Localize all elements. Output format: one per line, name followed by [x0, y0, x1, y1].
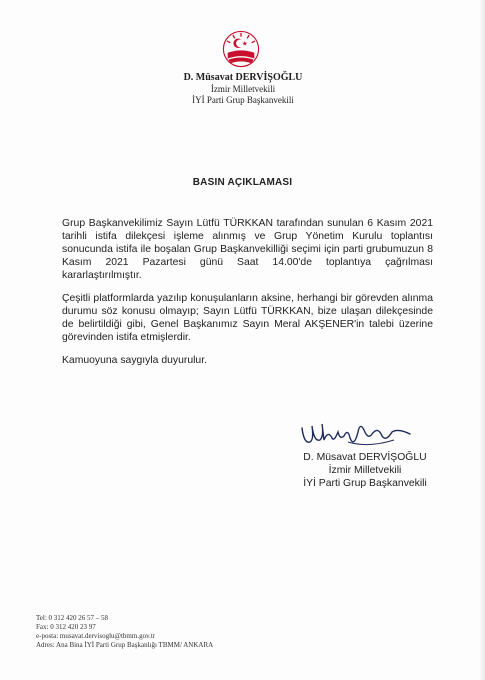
body-paragraph: Çeşitli platformlarda yazılıp konuşulanların aksine, herhangi bir görevden alınma durumu söz konusu olmayıp; Sayın Lütfü TÜRKKAN, bize ulaşan dilekçesinde de belirtildiği gibi, Genel Başkanımız Sayın Meral AKŞENER'in talebi üzerine görevinden istifa etmişlerdir. [62, 293, 433, 343]
contact-footer [36, 614, 396, 650]
signatory-title: İzmir Milletvekili [328, 465, 402, 476]
document-body [62, 217, 433, 377]
letterhead [120, 72, 366, 106]
footer-email: e-posta: musavat.dervisoglu@tbmm.gov.tr [36, 632, 156, 640]
footer-phone: Tel: 0 312 420 26 57 – 58 [36, 614, 109, 622]
letterhead-title: İzmir Milletvekili [210, 84, 276, 94]
footer-fax: Fax: 0 312 420 23 97 [36, 623, 96, 631]
signatory-name: D. Müsavat DERVİŞOĞLU [303, 452, 427, 463]
body-paragraph: Grup Başkanvekilimiz Sayın Lütfü TÜRKKAN tarafından sunulan 6 Kasım 2021 tarihli istifa dilekçesi işleme alınmış ve Grup Yönetim Kurulu toplantısı sonucunda istifa ile boşalan Grup Başkanvekilliği seçimi için parti grubumuzun 8 Kasım 2021 Pazartesi günü Saat 14.00'de toplantıya çağrılması kararlaştırılmıştır. [62, 218, 433, 281]
page-edge-shadow [479, 0, 485, 680]
tbmm-emblem-icon [222, 30, 260, 68]
letterhead-position: İYİ Parti Grup Başkanvekili [192, 95, 294, 105]
signature-block [290, 451, 440, 490]
footer-address: Adres: Ana Bina İYİ Parti Grup Başkanlığı TBMM/ ANKARA [36, 641, 214, 649]
letterhead-name: D. Müsavat DERVİŞOĞLU [183, 72, 303, 83]
signatory-position: İYİ Parti Grup Başkanvekili [303, 478, 427, 489]
body-paragraph: Kamuoyuna saygıyla duyurulur. [62, 355, 207, 366]
document-title: BASIN AÇIKLAMASI [192, 177, 293, 188]
